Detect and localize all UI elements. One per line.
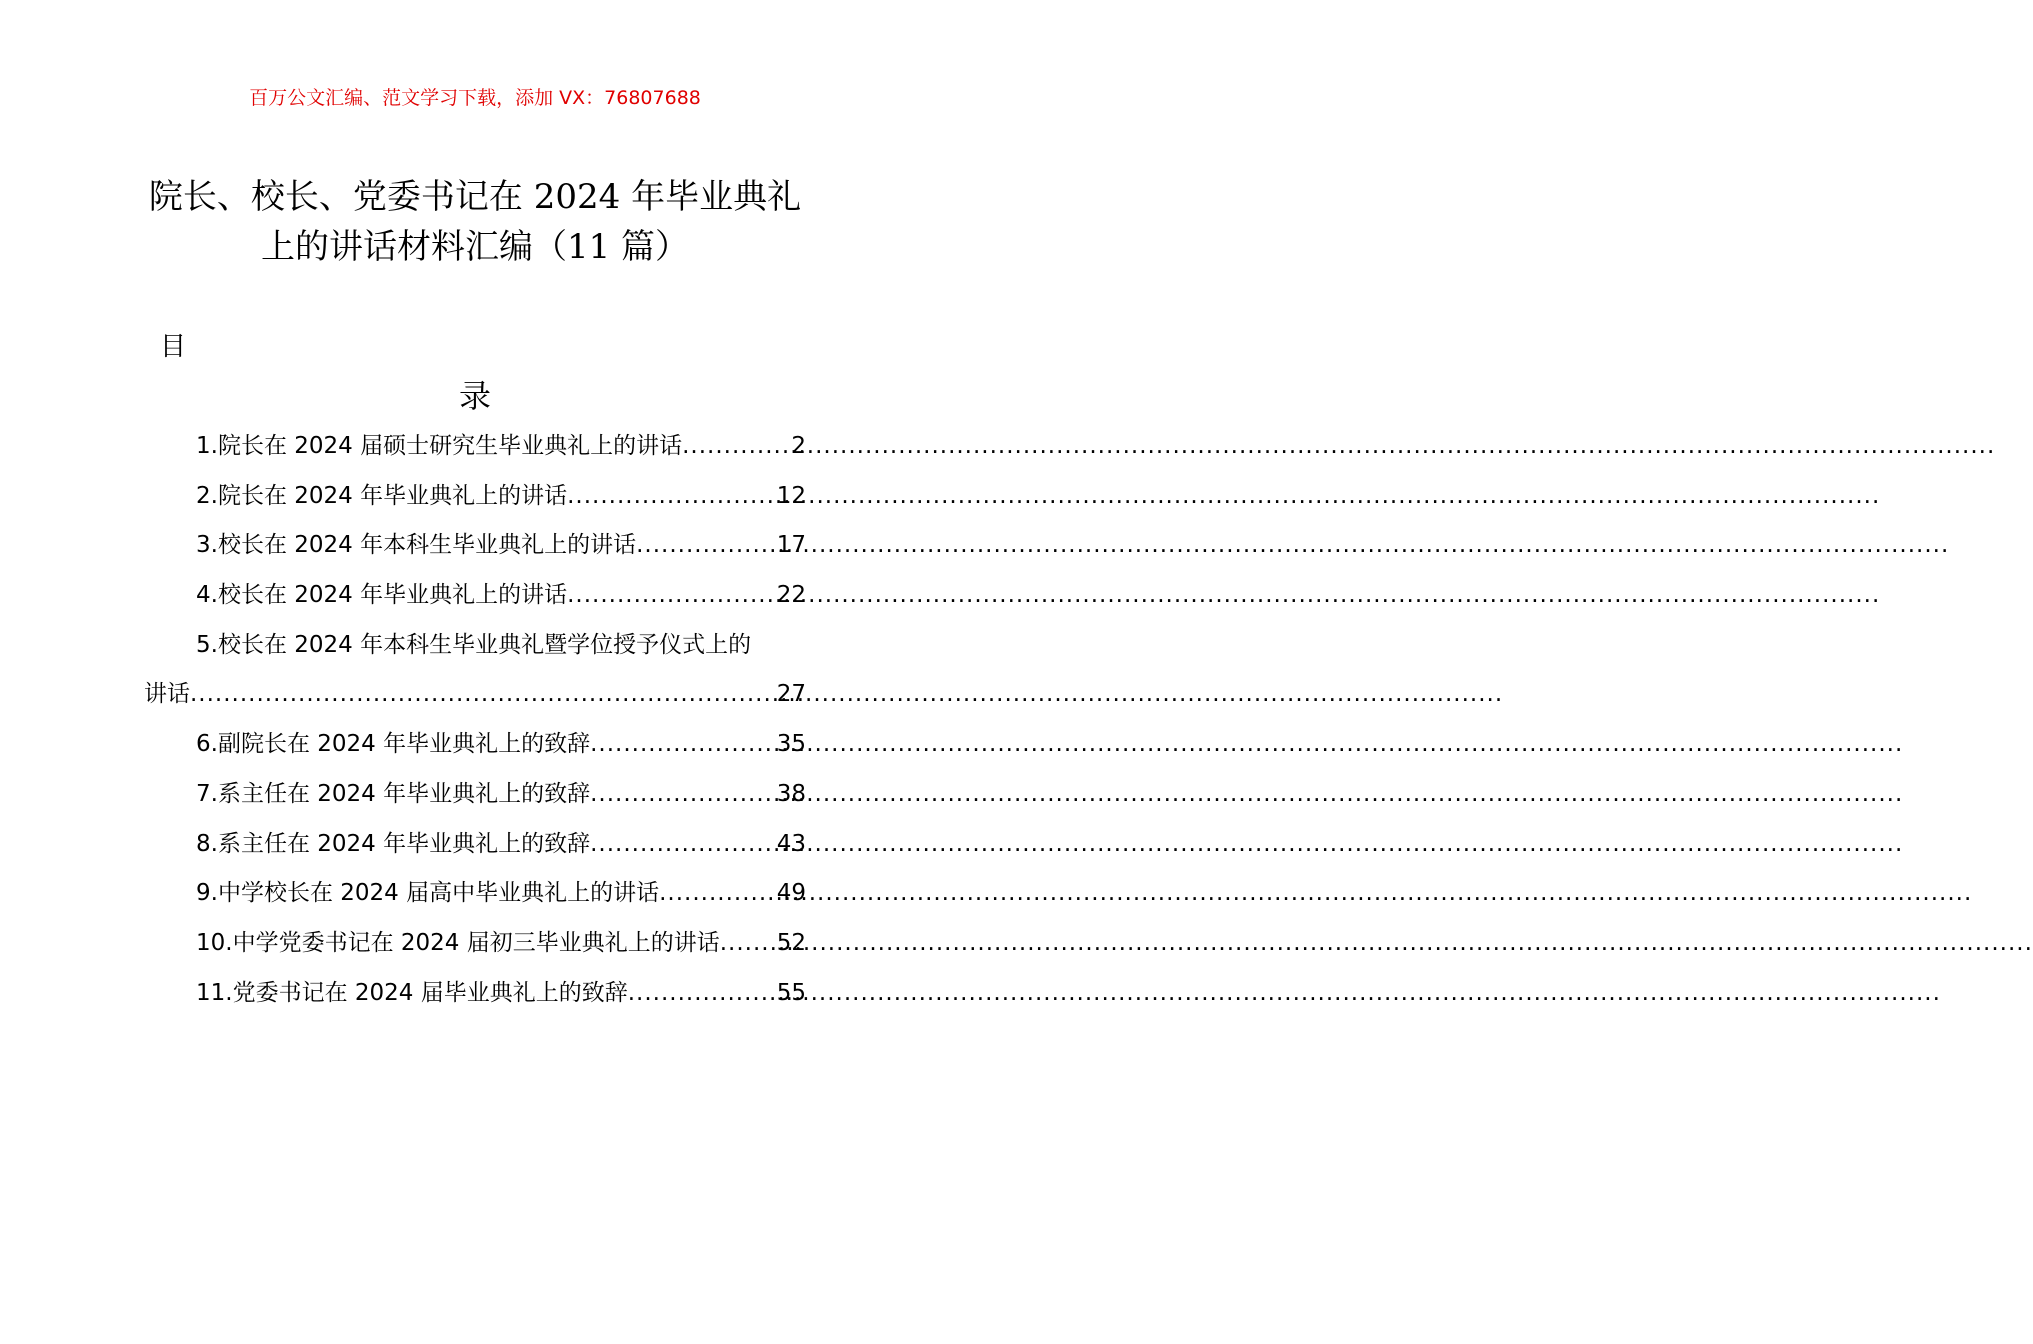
toc-entry-title: 7.系主任在 2024 年毕业典礼上的致辞 (196, 780, 591, 807)
toc-dot-leader (720, 919, 777, 969)
toc-entry-8[interactable] (144, 820, 806, 870)
toc-entry-page: 35 (776, 731, 806, 758)
toc-entry-10[interactable] (144, 919, 806, 969)
toc-heading-mu: 目 (160, 332, 187, 362)
toc-entry-title: 9.中学校长在 2024 届高中毕业典礼上的讲话 (196, 880, 660, 907)
toc-dot-leader (636, 521, 777, 571)
toc-dot-leader (590, 820, 777, 870)
toc-entry-title-line-2: 讲话 (144, 681, 190, 708)
toc-dot-leader (659, 869, 777, 919)
toc-entry-4[interactable] (144, 571, 806, 621)
toc-entry-page: 49 (776, 880, 806, 907)
toc-entry-9[interactable] (144, 869, 806, 919)
toc-entry-page: 38 (776, 780, 806, 807)
toc-entry-1[interactable] (144, 422, 806, 472)
toc-entry-title: 6.副院长在 2024 年毕业典礼上的致辞 (196, 731, 591, 758)
toc-entry-page: 12 (776, 482, 806, 509)
toc-heading-lu: 录 (458, 377, 491, 415)
toc-entry-page: 55 (776, 979, 806, 1006)
toc-entry-page: 43 (776, 830, 806, 857)
toc-entry-6[interactable] (144, 720, 806, 770)
toc-entry-3[interactable] (144, 521, 806, 571)
toc-dot-leader (590, 770, 777, 820)
toc-entry-title: 3.校长在 2024 年本科生毕业典礼上的讲话 (196, 532, 637, 559)
document-title-line-2: 上的讲话材料汇编（11 篇） (260, 227, 690, 267)
toc-entry-page: 27 (776, 681, 806, 708)
toc-entry-title: 8.系主任在 2024 年毕业典礼上的致辞 (196, 830, 591, 857)
toc-dot-leader (567, 571, 777, 621)
toc-entry-5[interactable] (144, 621, 806, 720)
toc-dot-leader (682, 422, 791, 472)
toc-entry-title-line-1: 5.校长在 2024 年本科生毕业典礼暨学位授予仪式上的 (196, 631, 752, 658)
toc-dot-leader (628, 969, 777, 1019)
toc-entry-title: 2.院长在 2024 年毕业典礼上的讲话 (196, 482, 568, 509)
toc-entry-title: 4.校长在 2024 年毕业典礼上的讲话 (196, 582, 568, 609)
toc-entry-page: 17 (776, 532, 806, 559)
toc-entry-page: 22 (776, 582, 806, 609)
toc-dot-leader (590, 720, 777, 770)
toc-entry-page: 2 (791, 433, 806, 459)
document-title-line-1: 院长、校长、党委书记在 2024 年毕业典礼 (148, 177, 802, 217)
table-of-contents (144, 422, 806, 1018)
toc-entry-title-line-2-row (144, 670, 806, 720)
header-note: 百万公文汇编、范文学习下载，添加 VX：76807688 (249, 87, 701, 109)
toc-dot-leader (567, 472, 777, 522)
toc-entry-title: 1.院长在 2024 届硕士研究生毕业典礼上的讲话 (196, 433, 683, 459)
toc-entry-title: 11.党委书记在 2024 届毕业典礼上的致辞 (196, 979, 628, 1006)
toc-entry-title: 10.中学党委书记在 2024 届初三毕业典礼上的讲话 (196, 929, 720, 956)
toc-entry-11[interactable] (144, 969, 806, 1019)
toc-dot-leader (190, 670, 777, 720)
toc-entry-2[interactable] (144, 472, 806, 522)
document-title (120, 172, 830, 272)
toc-entry-7[interactable] (144, 770, 806, 820)
toc-entry-page: 52 (776, 929, 806, 956)
